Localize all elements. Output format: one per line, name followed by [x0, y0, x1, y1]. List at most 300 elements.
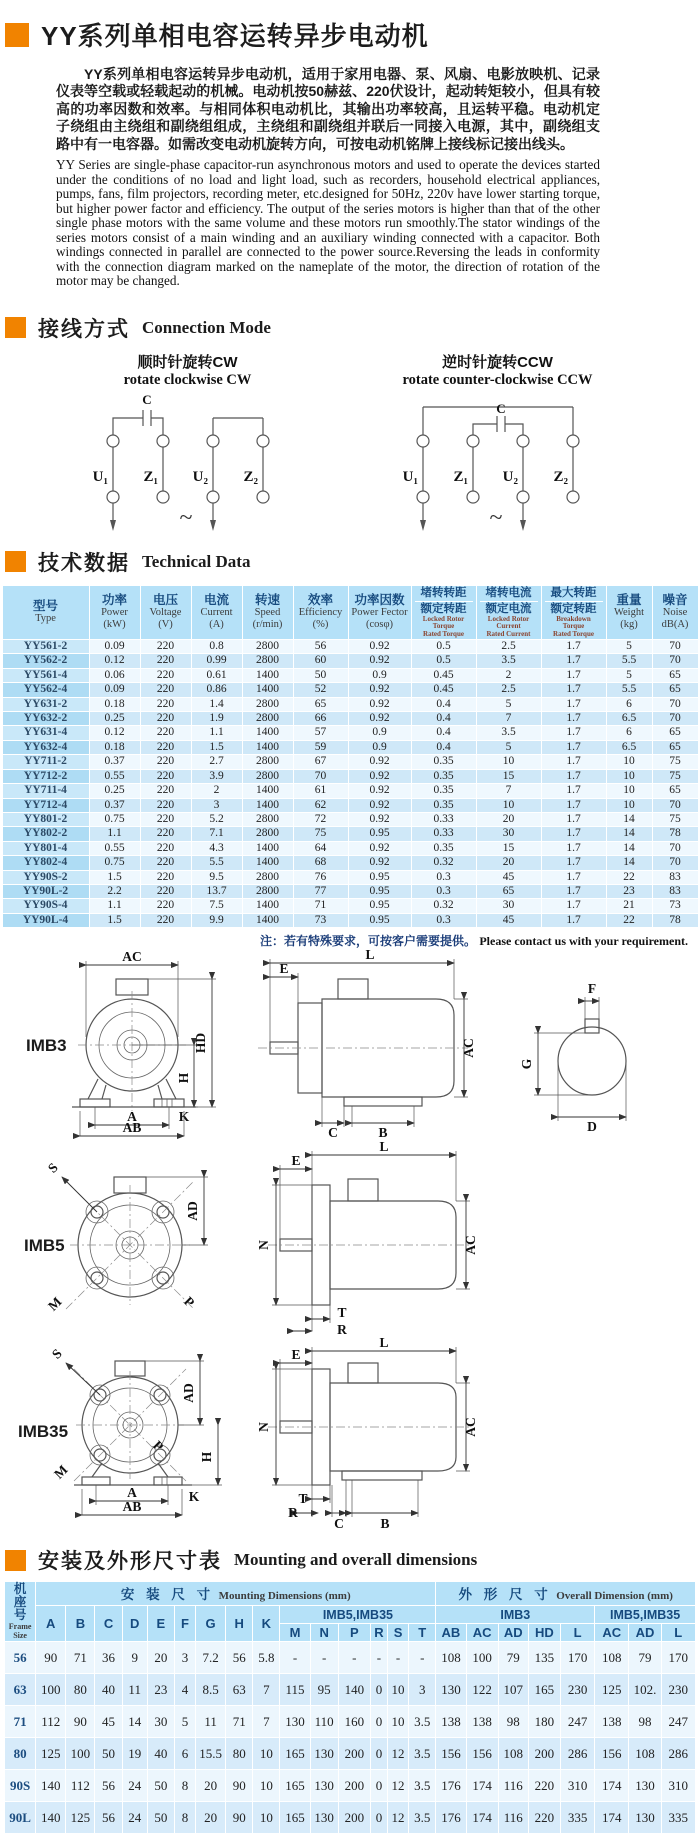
cell: 108 [595, 1642, 628, 1673]
cell: 68 [294, 856, 348, 869]
type-cell: YY561-2 [3, 640, 89, 653]
frame-cell: 71 [5, 1706, 35, 1737]
header-line: Breakdown [556, 614, 591, 623]
cell: 15.5 [196, 1738, 225, 1769]
header-line: 噪音 [662, 593, 688, 608]
cell: 220 [141, 726, 191, 739]
cell: 12 [388, 1738, 408, 1769]
cell: 0.18 [90, 698, 140, 711]
cell: 3.5 [409, 1706, 435, 1737]
cell: 2800 [243, 813, 293, 826]
cell: 70 [653, 654, 698, 667]
type-cell: YY712-4 [3, 799, 89, 812]
cell: 19 [123, 1738, 147, 1769]
cell: 174 [595, 1770, 628, 1801]
cell: 1400 [243, 899, 293, 912]
cell: 0.45 [412, 669, 476, 682]
cell: 10 [253, 1802, 279, 1833]
header-line: Torque [562, 622, 585, 631]
cell: 220 [141, 640, 191, 653]
cell: 176 [436, 1770, 465, 1801]
cell: 220 [141, 770, 191, 783]
imb5-front-view [45, 1160, 208, 1314]
dim-label: E [291, 1153, 301, 1169]
dim-label: H [176, 1072, 191, 1084]
cell: 0.61 [192, 669, 242, 682]
dim-label: AD [185, 1201, 200, 1221]
cell: 66 [294, 712, 348, 725]
cell: 220 [141, 683, 191, 696]
cell: 112 [36, 1706, 65, 1737]
cell: 56 [226, 1642, 252, 1673]
cell: - [371, 1642, 387, 1673]
cell: 20 [148, 1642, 174, 1673]
cell: 8.5 [196, 1674, 225, 1705]
cell: 7.1 [192, 827, 242, 840]
cell: 70 [653, 799, 698, 812]
cell: 200 [339, 1770, 370, 1801]
cell: 220 [141, 784, 191, 797]
cell: 76 [294, 871, 348, 884]
dim-label: T [298, 1491, 308, 1507]
note-zh: 注：若有特殊要求，可按客户需要提供。 [259, 934, 476, 949]
cell: 20 [477, 813, 541, 826]
cell: 2800 [243, 885, 293, 898]
cell: 10 [607, 784, 652, 797]
cell: 156 [595, 1738, 628, 1769]
type-cell: YY712-2 [3, 770, 89, 783]
cell: 56 [95, 1770, 121, 1801]
cell: 135 [529, 1642, 560, 1673]
mount-col-header: AD [629, 1624, 660, 1641]
group-en: Overall Dimension (mm) [556, 1590, 673, 1603]
dim-label: E [291, 1347, 301, 1363]
cell: 247 [561, 1706, 594, 1737]
cell: 0.92 [349, 799, 411, 812]
cell: 56 [95, 1802, 121, 1833]
cell: 70 [653, 842, 698, 855]
cell: 79 [629, 1642, 660, 1673]
cell: 165 [529, 1674, 560, 1705]
section-marker-icon [5, 317, 26, 338]
cw-diagram-block [40, 351, 335, 533]
table-row [3, 669, 698, 682]
cell: 13.7 [192, 885, 242, 898]
cell: 0.86 [192, 683, 242, 696]
cell: 220 [141, 842, 191, 855]
imb5-label: IMB5 [24, 1236, 65, 1256]
tech-col-header [477, 586, 541, 640]
cell: 140 [36, 1802, 65, 1833]
cell: 108 [499, 1738, 528, 1769]
imb5-side-view [256, 1141, 478, 1337]
cell: 2 [192, 784, 242, 797]
cell: 335 [662, 1802, 695, 1833]
cell: 247 [662, 1706, 695, 1737]
table-row [3, 640, 698, 653]
cell: 1.7 [542, 799, 606, 812]
dim-label: AC [463, 1417, 478, 1437]
frame-size-header [5, 1582, 35, 1641]
section-title-zh: 技术数据 [38, 551, 130, 575]
cell: 100 [66, 1738, 94, 1769]
cell: 220 [141, 741, 191, 754]
table-row [5, 1738, 695, 1769]
cell: 1.7 [542, 871, 606, 884]
type-cell: YY802-2 [3, 827, 89, 840]
header-line: 额定转距 [420, 602, 467, 615]
cell: 220 [141, 827, 191, 840]
cell: 10 [388, 1706, 408, 1737]
cell: 4 [175, 1674, 195, 1705]
cell: 286 [662, 1738, 695, 1769]
cell: 220 [529, 1770, 560, 1801]
terminal-label: Z₂ [242, 468, 258, 485]
cell: 1.7 [542, 712, 606, 725]
type-cell: YY90S-2 [3, 871, 89, 884]
cell: 200 [339, 1802, 370, 1833]
cell: 140 [36, 1770, 65, 1801]
cell: 1.5 [192, 741, 242, 754]
cell: 71 [294, 899, 348, 912]
cell: 220 [141, 654, 191, 667]
type-cell: YY90S-4 [3, 899, 89, 912]
cell: 108 [436, 1642, 465, 1673]
cell: 0.4 [412, 698, 476, 711]
cell: 1.7 [542, 885, 606, 898]
cell: 2800 [243, 640, 293, 653]
cell: 98 [629, 1706, 660, 1737]
cell: 1.7 [542, 654, 606, 667]
cell: 65 [653, 683, 698, 696]
cell: 0.75 [90, 813, 140, 826]
dim-label: M [51, 1462, 71, 1482]
page-header [5, 0, 700, 53]
tech-col-header [349, 586, 411, 640]
cell: 20 [196, 1802, 225, 1833]
cell: 9.5 [192, 871, 242, 884]
type-cell: YY802-4 [3, 856, 89, 869]
cell: 15 [477, 770, 541, 783]
cell: 0.06 [90, 669, 140, 682]
cell: 1.5 [90, 871, 140, 884]
cell: 0 [371, 1738, 387, 1769]
cell: 5.5 [607, 683, 652, 696]
mount-head-row2 [5, 1606, 695, 1623]
cell: 108 [629, 1738, 660, 1769]
cell: 1400 [243, 741, 293, 754]
cell: 1.1 [90, 827, 140, 840]
dim-label: L [379, 1141, 389, 1155]
cell: 50 [95, 1738, 121, 1769]
cell: 7.5 [192, 899, 242, 912]
cell: 14 [607, 856, 652, 869]
cell: 0.95 [349, 827, 411, 840]
table-row [5, 1674, 695, 1705]
cell: 50 [148, 1770, 174, 1801]
cell: 10 [477, 755, 541, 768]
cell: 5.2 [192, 813, 242, 826]
cell: 15 [477, 842, 541, 855]
section-connection-header [5, 313, 700, 343]
cell: 112 [66, 1770, 94, 1801]
cell: 3.5 [409, 1738, 435, 1769]
mount-col-header: IMB5,IMB35 [595, 1606, 695, 1623]
cell: 174 [467, 1802, 498, 1833]
cell: 6.5 [607, 741, 652, 754]
cell: 130 [311, 1738, 338, 1769]
cell: 165 [280, 1738, 309, 1769]
header-line: 电压 [152, 593, 178, 608]
cell: 0.8 [192, 640, 242, 653]
dim-label: B [380, 1516, 390, 1532]
cw-title-zh: 顺时针旋转CW [137, 353, 238, 371]
cell: 1400 [243, 669, 293, 682]
cell: 71 [226, 1706, 252, 1737]
cell: 220 [141, 899, 191, 912]
cell: 0.92 [349, 784, 411, 797]
header-line: 额定电流 [485, 602, 532, 615]
cell: 30 [477, 899, 541, 912]
cell: 0.4 [412, 712, 476, 725]
cell: 200 [529, 1738, 560, 1769]
dim-label: N [256, 1422, 271, 1433]
connection-diagrams [0, 343, 700, 533]
cell: 6.5 [607, 712, 652, 725]
cell: 125 [66, 1802, 94, 1833]
cell: 102. [629, 1674, 660, 1705]
cell: 220 [141, 885, 191, 898]
cell: 80 [66, 1674, 94, 1705]
ac-symbol: ~ [179, 504, 192, 531]
cell: 335 [561, 1802, 594, 1833]
cell: 73 [294, 914, 348, 927]
cell: 115 [280, 1674, 309, 1705]
cell: 20 [477, 856, 541, 869]
cell: 64 [294, 842, 348, 855]
cell: 176 [436, 1802, 465, 1833]
dim-label: R [337, 1322, 347, 1338]
cell: 3.9 [192, 770, 242, 783]
cell: 1.7 [542, 856, 606, 869]
dim-label: T [337, 1305, 347, 1321]
ccw-title-en: rotate counter-clockwise CCW [402, 371, 593, 388]
cell: 21 [607, 899, 652, 912]
mount-col-header: H [226, 1606, 252, 1641]
table-row [3, 784, 698, 797]
cell: 73 [653, 899, 698, 912]
mount-col-header: AD [499, 1624, 528, 1641]
mount-col-header: T [409, 1624, 435, 1641]
header-line: (V) [158, 619, 173, 631]
cell: 1400 [243, 914, 293, 927]
header-line: 功率 [101, 593, 127, 608]
cell: 7 [477, 712, 541, 725]
cell: 230 [662, 1674, 695, 1705]
cell: 40 [148, 1738, 174, 1769]
imb35-side-view [256, 1337, 478, 1531]
cell: 75 [653, 813, 698, 826]
imb3-side-view [258, 949, 476, 1140]
cell: 75 [653, 755, 698, 768]
header-line: 重量 [616, 593, 642, 608]
cell: 0.92 [349, 698, 411, 711]
frame-cell: 90L [5, 1802, 35, 1833]
note-en: Please contact us with your requirement. [479, 934, 688, 949]
cell: 0.92 [349, 640, 411, 653]
cell: 11 [123, 1674, 147, 1705]
cell: - [388, 1642, 408, 1673]
imb3-label: IMB3 [26, 1036, 67, 1056]
header-en: Type [35, 613, 56, 625]
cell: 75 [653, 770, 698, 783]
mount-col-header: L [662, 1624, 695, 1641]
cell: 0.9 [349, 726, 411, 739]
cell: 0.18 [90, 741, 140, 754]
cell: 0.9 [349, 669, 411, 682]
cell: 79 [499, 1642, 528, 1673]
cell: 0.55 [90, 842, 140, 855]
mount-col-header: HD [529, 1624, 560, 1641]
mount-col-header: K [253, 1606, 279, 1641]
type-cell: YY801-2 [3, 813, 89, 826]
header-line: Noise [662, 607, 688, 619]
cell: 10 [253, 1770, 279, 1801]
cell: 71 [66, 1642, 94, 1673]
cell: 165 [280, 1770, 309, 1801]
cell: 65 [477, 885, 541, 898]
cell: 0.55 [90, 770, 140, 783]
cell: 100 [467, 1642, 498, 1673]
tech-col-header [607, 586, 652, 640]
cell: 23 [607, 885, 652, 898]
type-cell: YY632-2 [3, 712, 89, 725]
header-line: Current [200, 607, 233, 619]
cell: 90 [226, 1770, 252, 1801]
frame-cell: 90S [5, 1770, 35, 1801]
cell: 30 [477, 827, 541, 840]
header-line: Locked Rotor [422, 614, 465, 623]
cell: 90 [36, 1642, 65, 1673]
cell: - [280, 1642, 309, 1673]
cell: 45 [477, 871, 541, 884]
cw-capacitor-label: C [141, 391, 152, 407]
group-zh: 安 装 尺 寸 [120, 1587, 215, 1603]
section-title-zh: 安装及外形尺寸表 [38, 1550, 222, 1574]
dim-label: K [178, 1109, 190, 1125]
cell: 1.7 [542, 683, 606, 696]
cell: 14 [607, 827, 652, 840]
table-row [3, 914, 698, 927]
table-row [3, 856, 698, 869]
tech-col-header [141, 586, 191, 640]
header-en: Frame Size [8, 1622, 32, 1640]
cell: 1.1 [90, 899, 140, 912]
cell: 138 [595, 1706, 628, 1737]
cell: 45 [477, 914, 541, 927]
cell: 1400 [243, 842, 293, 855]
section-technical-header [5, 547, 700, 577]
page-title: YY系列单相电容运转异步电动机 [41, 21, 429, 51]
header-line: 效率 [307, 593, 333, 608]
cell: 1.7 [542, 741, 606, 754]
cell: 83 [653, 871, 698, 884]
cell: 10 [477, 799, 541, 812]
cell: 0.92 [349, 856, 411, 869]
header-line: (r/min) [252, 619, 283, 631]
type-cell: YY711-2 [3, 755, 89, 768]
cell: 116 [499, 1770, 528, 1801]
dim-label: A [127, 1109, 137, 1125]
header-line: 额定转距 [550, 602, 597, 615]
cell: 220 [141, 914, 191, 927]
cell: 0.35 [412, 770, 476, 783]
dim-label: B [378, 1125, 388, 1141]
cell: 0.35 [412, 799, 476, 812]
cell: 0.95 [349, 871, 411, 884]
cell: 0.45 [412, 683, 476, 696]
shaft-section-detail [519, 981, 626, 1134]
cell: 2.2 [90, 885, 140, 898]
group-zh: 外 形 尺 寸 [458, 1587, 552, 1603]
cell: 45 [95, 1706, 121, 1737]
cell: 0 [371, 1706, 387, 1737]
cell: - [339, 1642, 370, 1673]
cell: 1400 [243, 799, 293, 812]
terminal-label: U₁ [402, 468, 418, 485]
cell: 200 [339, 1738, 370, 1769]
table-note [0, 932, 688, 949]
cell: 75 [294, 827, 348, 840]
cell: 100 [36, 1674, 65, 1705]
cell: 65 [653, 669, 698, 682]
cell: 3.5 [409, 1770, 435, 1801]
cell: 0.92 [349, 654, 411, 667]
cell: 0.92 [349, 813, 411, 826]
header-line: dB(A) [661, 619, 689, 631]
cell: 2800 [243, 698, 293, 711]
ccw-title-zh: 逆时针旋转CCW [442, 353, 553, 371]
table-row [3, 741, 698, 754]
dim-label: K [188, 1489, 200, 1505]
cell: 90 [66, 1706, 94, 1737]
cell: 130 [629, 1802, 660, 1833]
cell: 70 [653, 712, 698, 725]
header-line: Current [496, 622, 521, 631]
cell: 83 [653, 885, 698, 898]
cell: 130 [311, 1770, 338, 1801]
header-zh: 机座号 [13, 1582, 27, 1623]
cell: 170 [561, 1642, 594, 1673]
cell: 65 [653, 784, 698, 797]
table-row [3, 842, 698, 855]
dim-label: C [334, 1516, 344, 1532]
tech-col-header [412, 586, 476, 640]
cw-wiring-diagram [53, 391, 323, 533]
cell: 2800 [243, 770, 293, 783]
cell: 40 [95, 1674, 121, 1705]
type-cell: YY632-4 [3, 741, 89, 754]
table-row [3, 813, 698, 826]
cell: 130 [311, 1802, 338, 1833]
section-mounting-header [5, 1545, 700, 1575]
cell: 57 [294, 726, 348, 739]
mount-col-header: IMB3 [436, 1606, 594, 1623]
cell: 0.25 [90, 784, 140, 797]
mount-col-header: L [561, 1624, 594, 1641]
table-row [3, 698, 698, 711]
type-cell: YY631-2 [3, 698, 89, 711]
